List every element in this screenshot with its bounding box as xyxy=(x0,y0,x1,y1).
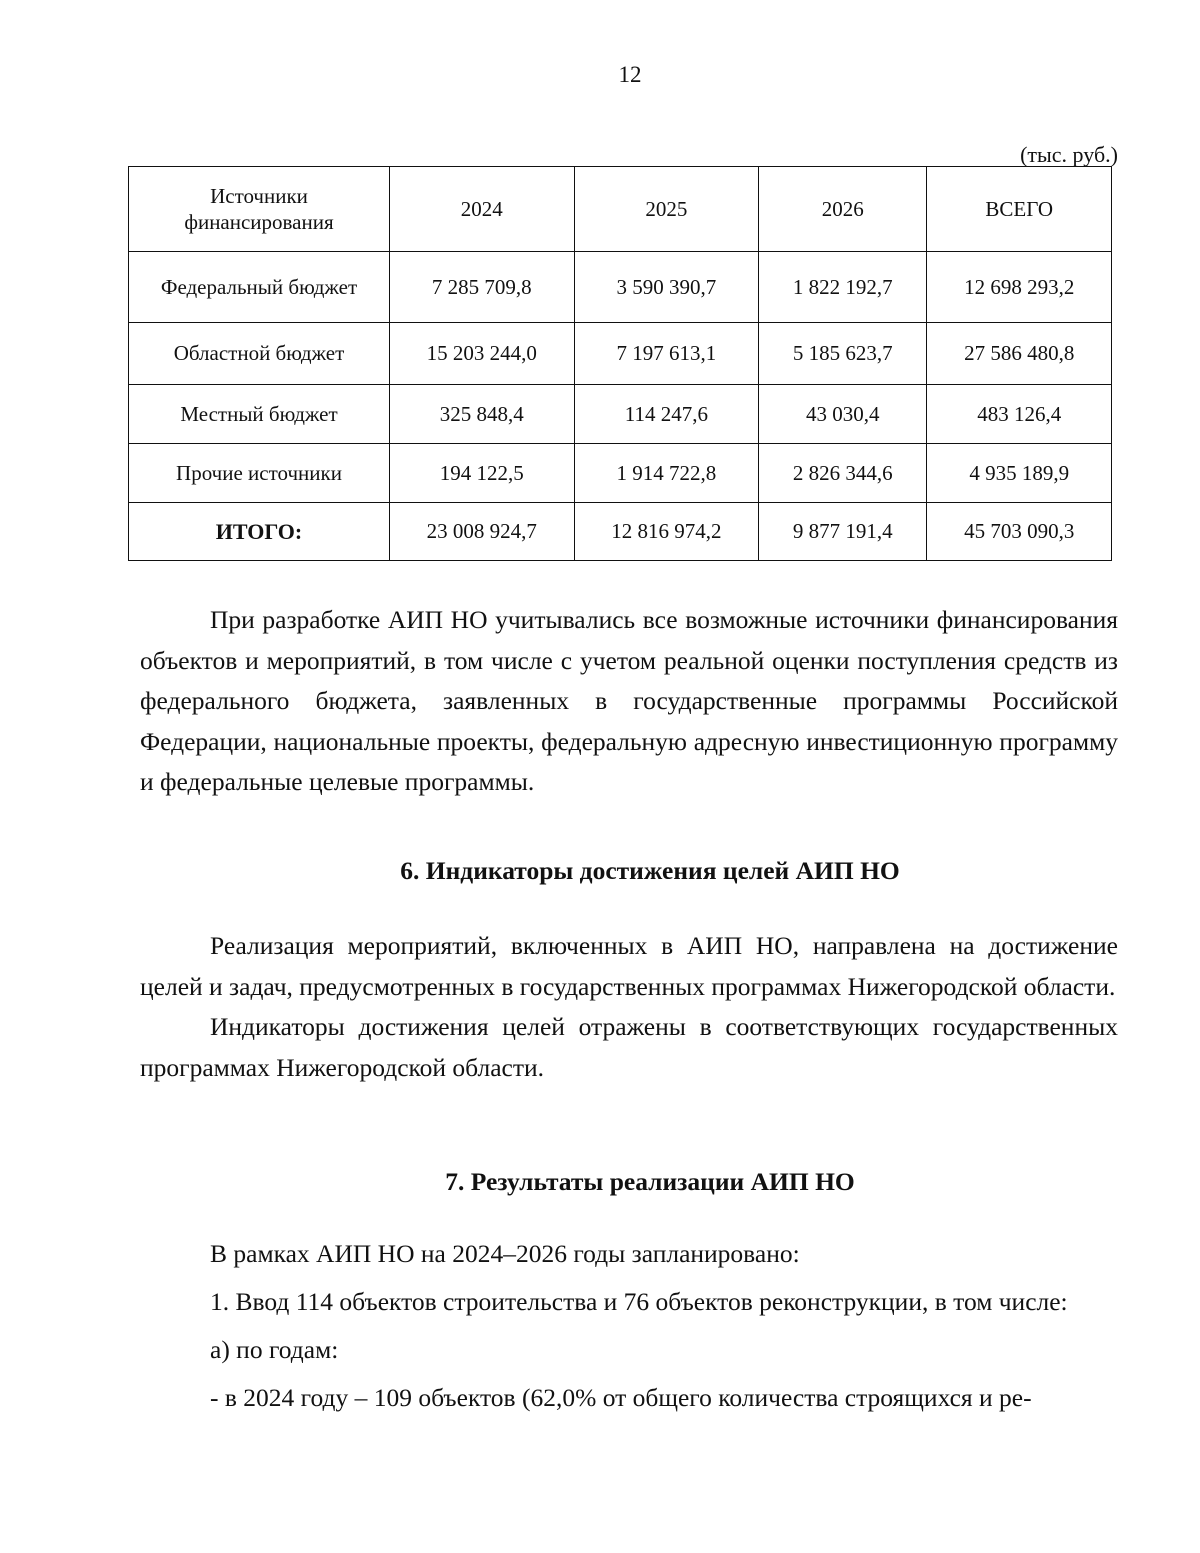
table-cell: 7 197 613,1 xyxy=(574,323,759,385)
paragraph: В рамках АИП НО на 2024–2026 годы запланировано: xyxy=(210,1239,800,1268)
table-cell: Областной бюджет xyxy=(129,323,390,385)
table-cell: Прочие источники xyxy=(129,444,390,503)
table-cell: 5 185 623,7 xyxy=(759,323,927,385)
table-cell: 12 698 293,2 xyxy=(927,252,1112,323)
page-number: 12 xyxy=(618,62,642,87)
table-row-total xyxy=(129,503,1112,561)
table-cell: 45 703 090,3 xyxy=(927,503,1112,561)
header-sources: Источники финансирования xyxy=(129,167,390,252)
table-row-other xyxy=(129,444,1112,503)
paragraph: Реализация мероприятий, включенных в АИП НО, направлена на достижение целей и задач, предусмотренных в государственных программах Нижегородской области. xyxy=(140,931,1118,1001)
table-cell: Местный бюджет xyxy=(129,385,390,444)
section-7-body xyxy=(140,1230,1118,1422)
paragraph: а) по годам: xyxy=(210,1335,339,1364)
paragraph: При разработке АИП НО учитывались все возможные источники финансирования объектов и мероприятий, в том числе с учетом реальной оценки поступления средств из федерального бюджета, заявленных в государственные программы Российской Федерации, национальные проекты, федеральную адресную инвестиционную программу и федеральные целевые программы. xyxy=(140,605,1118,796)
section-heading-7: 7. Результаты реализации АИП НО xyxy=(445,1167,855,1196)
paragraph: - в 2024 году – 109 объектов (62,0% от общего количества строящихся и ре- xyxy=(210,1383,1032,1412)
table-cell: 12 816 974,2 xyxy=(574,503,759,561)
table-cell: 325 848,4 xyxy=(390,385,575,444)
table-cell-total-label: ИТОГО: xyxy=(129,503,390,561)
table-row-federal xyxy=(129,252,1112,323)
table-cell: 114 247,6 xyxy=(574,385,759,444)
table-cell: 23 008 924,7 xyxy=(390,503,575,561)
table-cell: 1 914 722,8 xyxy=(574,444,759,503)
table-cell: 15 203 244,0 xyxy=(390,323,575,385)
table-row-local xyxy=(129,385,1112,444)
financing-table xyxy=(128,166,1112,561)
paragraph: 1. Ввод 114 объектов строительства и 76 объектов реконструкции, в том числе: xyxy=(210,1287,1068,1316)
table-cell: 27 586 480,8 xyxy=(927,323,1112,385)
table-cell: 3 590 390,7 xyxy=(574,252,759,323)
table-cell: 194 122,5 xyxy=(390,444,575,503)
table-cell: 1 822 192,7 xyxy=(759,252,927,323)
paragraph-sources xyxy=(140,600,1118,803)
table-cell: 7 285 709,8 xyxy=(390,252,575,323)
header-2024: 2024 xyxy=(390,167,575,252)
section-heading-6: 6. Индикаторы достижения целей АИП НО xyxy=(400,856,900,885)
paragraph: Индикаторы достижения целей отражены в соответствующих государственных программах Нижегородской области. xyxy=(140,1012,1118,1082)
table-cell: 43 030,4 xyxy=(759,385,927,444)
table-units: (тыс. руб.) xyxy=(1020,142,1118,167)
table-row-regional xyxy=(129,323,1112,385)
table-cell: 483 126,4 xyxy=(927,385,1112,444)
table-cell: Федеральный бюджет xyxy=(129,252,390,323)
table-cell: 2 826 344,6 xyxy=(759,444,927,503)
header-total: ВСЕГО xyxy=(927,167,1112,252)
table-cell: 4 935 189,9 xyxy=(927,444,1112,503)
table-cell: 9 877 191,4 xyxy=(759,503,927,561)
header-2026: 2026 xyxy=(759,167,927,252)
section-6-body xyxy=(140,926,1118,1088)
header-2025: 2025 xyxy=(574,167,759,252)
table-header-row xyxy=(129,167,1112,252)
